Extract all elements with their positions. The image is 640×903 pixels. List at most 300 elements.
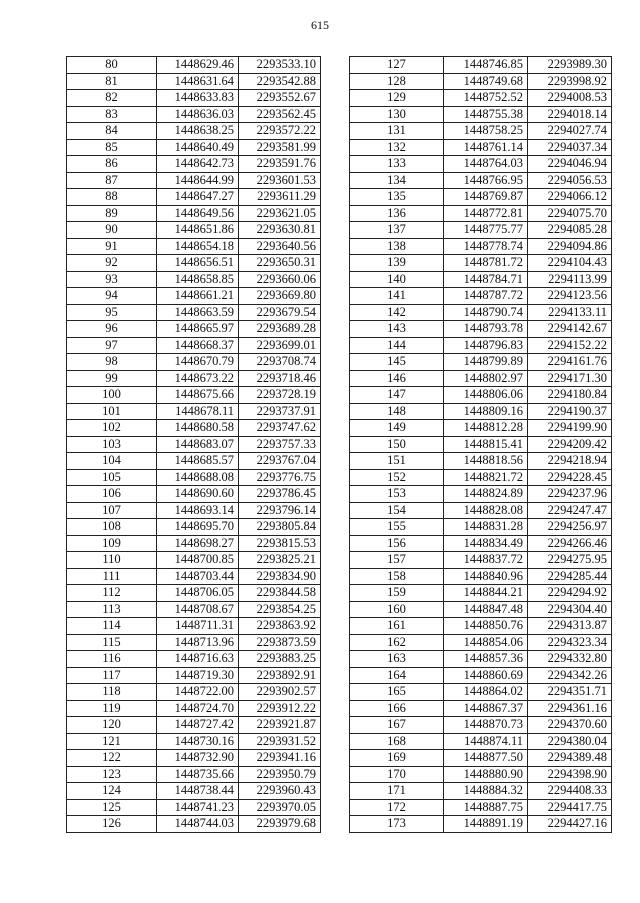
point-number-cell: 146 [350,370,444,387]
coordinate-y-cell: 2294018.14 [528,106,612,123]
table-row [350,271,612,288]
coordinate-x-cell: 1448673.22 [157,370,239,387]
coordinate-x-cell: 1448716.63 [157,651,239,668]
table-row [350,139,612,156]
point-number-cell: 129 [350,90,444,107]
point-number-cell: 147 [350,387,444,404]
coordinate-x-cell: 1448847.48 [444,601,528,618]
coordinate-x-cell: 1448766.95 [444,172,528,189]
point-number-cell: 120 [67,717,157,734]
coordinate-x-cell: 1448787.72 [444,288,528,305]
coordinate-x-cell: 1448831.28 [444,519,528,536]
point-number-cell: 108 [67,519,157,536]
coordinate-x-cell: 1448647.27 [157,189,239,206]
table-row [67,139,321,156]
point-number-cell: 136 [350,205,444,222]
point-number-cell: 101 [67,403,157,420]
coordinate-y-cell: 2294228.45 [528,469,612,486]
coordinate-y-cell: 2294008.53 [528,90,612,107]
coordinate-y-cell: 2293630.81 [239,222,321,239]
point-number-cell: 90 [67,222,157,239]
coordinate-y-cell: 2294094.86 [528,238,612,255]
table-row [67,222,321,239]
table-row [350,354,612,371]
coordinate-y-cell: 2294304.40 [528,601,612,618]
coordinate-x-cell: 1448744.03 [157,816,239,833]
coordinate-x-cell: 1448636.03 [157,106,239,123]
point-number-cell: 94 [67,288,157,305]
point-number-cell: 158 [350,568,444,585]
coordinate-x-cell: 1448818.56 [444,453,528,470]
table-row [350,700,612,717]
point-number-cell: 124 [67,783,157,800]
coordinate-x-cell: 1448738.44 [157,783,239,800]
table-row [350,733,612,750]
coordinate-x-cell: 1448665.97 [157,321,239,338]
coordinate-x-cell: 1448796.83 [444,337,528,354]
point-number-cell: 170 [350,766,444,783]
table-row [350,486,612,503]
page-number: 615 [311,18,329,32]
table-row [350,535,612,552]
coordinate-x-cell: 1448741.23 [157,799,239,816]
coordinate-y-cell: 2294361.16 [528,700,612,717]
table-row [67,205,321,222]
coordinate-y-cell: 2293902.57 [239,684,321,701]
table-row [67,816,321,833]
coordinate-y-cell: 2293737.91 [239,403,321,420]
coordinate-x-cell: 1448644.99 [157,172,239,189]
table-row [67,288,321,305]
coordinate-x-cell: 1448877.50 [444,750,528,767]
point-number-cell: 162 [350,634,444,651]
table-row [67,189,321,206]
coordinate-y-cell: 2293767.04 [239,453,321,470]
table-row [67,535,321,552]
coordinate-y-cell: 2293815.53 [239,535,321,552]
table-row [350,57,612,74]
table-row [67,634,321,651]
coordinate-x-cell: 1448837.72 [444,552,528,569]
point-number-cell: 126 [67,816,157,833]
coordinate-x-cell: 1448688.08 [157,469,239,486]
coordinate-y-cell: 2294085.28 [528,222,612,239]
table-row [67,354,321,371]
point-number-cell: 100 [67,387,157,404]
coordinate-y-cell: 2294323.34 [528,634,612,651]
coordinate-x-cell: 1448730.16 [157,733,239,750]
coordinate-y-cell: 2293591.76 [239,156,321,173]
coordinate-x-cell: 1448642.73 [157,156,239,173]
table-row [67,238,321,255]
table-row [350,238,612,255]
table-row [350,766,612,783]
coordinate-x-cell: 1448790.74 [444,304,528,321]
table-row [67,106,321,123]
point-number-cell: 116 [67,651,157,668]
coordinate-x-cell: 1448802.97 [444,370,528,387]
coordinate-y-cell: 2293979.68 [239,816,321,833]
point-number-cell: 91 [67,238,157,255]
coordinate-y-cell: 2294056.53 [528,172,612,189]
coordinate-x-cell: 1448809.16 [444,403,528,420]
point-number-cell: 117 [67,667,157,684]
point-number-cell: 133 [350,156,444,173]
coordinate-y-cell: 2293873.59 [239,634,321,651]
table-row [350,519,612,536]
coordinate-y-cell: 2293998.92 [528,73,612,90]
coordinates-table-left [66,56,321,833]
coordinate-y-cell: 2293611.29 [239,189,321,206]
table-row [350,502,612,519]
coordinate-x-cell: 1448854.06 [444,634,528,651]
table-row [350,667,612,684]
point-number-cell: 154 [350,502,444,519]
coordinate-y-cell: 2293776.75 [239,469,321,486]
coordinate-y-cell: 2293805.84 [239,519,321,536]
coordinate-y-cell: 2293747.62 [239,420,321,437]
point-number-cell: 160 [350,601,444,618]
coordinate-x-cell: 1448749.68 [444,73,528,90]
table-row [350,189,612,206]
point-number-cell: 173 [350,816,444,833]
coordinate-x-cell: 1448870.73 [444,717,528,734]
coordinate-y-cell: 2294123.56 [528,288,612,305]
coordinate-x-cell: 1448656.51 [157,255,239,272]
coordinate-y-cell: 2293941.16 [239,750,321,767]
table-row [67,57,321,74]
coordinate-y-cell: 2293552.67 [239,90,321,107]
point-number-cell: 161 [350,618,444,635]
point-number-cell: 88 [67,189,157,206]
point-number-cell: 142 [350,304,444,321]
point-number-cell: 156 [350,535,444,552]
table-row [67,156,321,173]
coordinate-y-cell: 2294237.96 [528,486,612,503]
point-number-cell: 125 [67,799,157,816]
table-row [350,172,612,189]
point-number-cell: 167 [350,717,444,734]
coordinate-x-cell: 1448867.37 [444,700,528,717]
coordinate-y-cell: 2294247.47 [528,502,612,519]
table-row [350,387,612,404]
point-number-cell: 151 [350,453,444,470]
coordinate-y-cell: 2293650.31 [239,255,321,272]
coordinate-y-cell: 2294294.92 [528,585,612,602]
coordinate-y-cell: 2293581.99 [239,139,321,156]
point-number-cell: 132 [350,139,444,156]
point-number-cell: 121 [67,733,157,750]
coordinate-x-cell: 1448874.11 [444,733,528,750]
coordinate-y-cell: 2293708.74 [239,354,321,371]
point-number-cell: 113 [67,601,157,618]
coordinate-y-cell: 2294370.60 [528,717,612,734]
table-row [350,403,612,420]
coordinate-x-cell: 1448812.28 [444,420,528,437]
coordinate-y-cell: 2294037.34 [528,139,612,156]
table-row [350,288,612,305]
point-number-cell: 111 [67,568,157,585]
point-number-cell: 165 [350,684,444,701]
coordinate-y-cell: 2294275.95 [528,552,612,569]
point-number-cell: 114 [67,618,157,635]
coordinate-y-cell: 2294190.37 [528,403,612,420]
point-number-cell: 80 [67,57,157,74]
table-row [350,123,612,140]
coordinate-y-cell: 2294209.42 [528,436,612,453]
table-row [350,90,612,107]
table-row [350,453,612,470]
point-number-cell: 102 [67,420,157,437]
table-row [67,684,321,701]
coordinate-x-cell: 1448764.03 [444,156,528,173]
point-number-cell: 99 [67,370,157,387]
coordinate-x-cell: 1448746.85 [444,57,528,74]
point-number-cell: 87 [67,172,157,189]
coordinate-x-cell: 1448799.89 [444,354,528,371]
coordinate-y-cell: 2293834.90 [239,568,321,585]
coordinate-y-cell: 2293796.14 [239,502,321,519]
table-row [350,304,612,321]
table-row [350,469,612,486]
point-number-cell: 82 [67,90,157,107]
coordinate-x-cell: 1448884.32 [444,783,528,800]
coordinate-x-cell: 1448680.58 [157,420,239,437]
table-row [350,568,612,585]
coordinate-x-cell: 1448778.74 [444,238,528,255]
coordinate-x-cell: 1448828.08 [444,502,528,519]
table-row [67,90,321,107]
coordinate-y-cell: 2293699.01 [239,337,321,354]
coordinate-x-cell: 1448769.87 [444,189,528,206]
table-row [350,222,612,239]
coordinate-y-cell: 2293892.91 [239,667,321,684]
coordinate-x-cell: 1448755.38 [444,106,528,123]
table-row [350,799,612,816]
table-row [67,370,321,387]
coordinate-y-cell: 2294180.84 [528,387,612,404]
table-row [67,585,321,602]
coordinate-y-cell: 2293572.22 [239,123,321,140]
table-row [67,700,321,717]
point-number-cell: 139 [350,255,444,272]
table-row [67,486,321,503]
coordinate-y-cell: 2294266.46 [528,535,612,552]
point-number-cell: 110 [67,552,157,569]
point-number-cell: 115 [67,634,157,651]
table-row [67,123,321,140]
point-number-cell: 123 [67,766,157,783]
coordinate-x-cell: 1448840.96 [444,568,528,585]
coordinate-x-cell: 1448631.64 [157,73,239,90]
coordinate-x-cell: 1448708.67 [157,601,239,618]
coordinate-x-cell: 1448806.06 [444,387,528,404]
table-row [67,651,321,668]
coordinates-table-right-body [350,57,612,833]
coordinate-x-cell: 1448629.46 [157,57,239,74]
table-row [350,601,612,618]
coordinate-x-cell: 1448857.36 [444,651,528,668]
coordinate-x-cell: 1448793.78 [444,321,528,338]
table-row [350,205,612,222]
point-number-cell: 107 [67,502,157,519]
coordinate-x-cell: 1448864.02 [444,684,528,701]
point-number-cell: 163 [350,651,444,668]
coordinate-y-cell: 2293921.87 [239,717,321,734]
table-row [67,403,321,420]
coordinate-x-cell: 1448678.11 [157,403,239,420]
point-number-cell: 166 [350,700,444,717]
coordinate-x-cell: 1448668.37 [157,337,239,354]
coordinate-x-cell: 1448638.25 [157,123,239,140]
point-number-cell: 131 [350,123,444,140]
coordinate-y-cell: 2293883.25 [239,651,321,668]
coordinate-x-cell: 1448784.71 [444,271,528,288]
coordinate-y-cell: 2293757.33 [239,436,321,453]
point-number-cell: 93 [67,271,157,288]
table-row [67,469,321,486]
point-number-cell: 172 [350,799,444,816]
point-number-cell: 104 [67,453,157,470]
coordinate-x-cell: 1448649.56 [157,205,239,222]
coordinate-y-cell: 2294218.94 [528,453,612,470]
coordinate-y-cell: 2293970.05 [239,799,321,816]
table-row [350,370,612,387]
coordinate-x-cell: 1448775.77 [444,222,528,239]
coordinate-y-cell: 2293960.43 [239,783,321,800]
table-row [67,783,321,800]
table-row [67,387,321,404]
point-number-cell: 92 [67,255,157,272]
point-number-cell: 106 [67,486,157,503]
coordinate-y-cell: 2294417.75 [528,799,612,816]
point-number-cell: 143 [350,321,444,338]
point-number-cell: 150 [350,436,444,453]
coordinate-x-cell: 1448651.86 [157,222,239,239]
point-number-cell: 155 [350,519,444,536]
coordinate-x-cell: 1448735.66 [157,766,239,783]
coordinate-y-cell: 2293679.54 [239,304,321,321]
coordinate-y-cell: 2294066.12 [528,189,612,206]
coordinate-y-cell: 2294046.94 [528,156,612,173]
coordinate-x-cell: 1448772.81 [444,205,528,222]
coordinate-x-cell: 1448703.44 [157,568,239,585]
coordinate-y-cell: 2293660.06 [239,271,321,288]
coordinate-x-cell: 1448685.57 [157,453,239,470]
coordinate-x-cell: 1448880.90 [444,766,528,783]
coordinate-x-cell: 1448844.21 [444,585,528,602]
table-row [67,172,321,189]
coordinate-y-cell: 2293989.30 [528,57,612,74]
coordinate-y-cell: 2293621.05 [239,205,321,222]
coordinate-x-cell: 1448727.42 [157,717,239,734]
point-number-cell: 84 [67,123,157,140]
table-row [350,106,612,123]
point-number-cell: 157 [350,552,444,569]
coordinate-y-cell: 2293718.46 [239,370,321,387]
coordinate-x-cell: 1448683.07 [157,436,239,453]
table-row [67,750,321,767]
coordinate-x-cell: 1448654.18 [157,238,239,255]
table-row [350,717,612,734]
table-row [350,255,612,272]
coordinate-y-cell: 2294342.26 [528,667,612,684]
table-row [67,568,321,585]
coordinate-x-cell: 1448815.41 [444,436,528,453]
coordinate-y-cell: 2294256.97 [528,519,612,536]
point-number-cell: 168 [350,733,444,750]
point-number-cell: 118 [67,684,157,701]
coordinate-y-cell: 2294161.76 [528,354,612,371]
point-number-cell: 141 [350,288,444,305]
coordinate-x-cell: 1448675.66 [157,387,239,404]
table-row [67,799,321,816]
coordinate-y-cell: 2294075.70 [528,205,612,222]
point-number-cell: 122 [67,750,157,767]
coordinate-y-cell: 2294142.67 [528,321,612,338]
coordinate-x-cell: 1448758.25 [444,123,528,140]
coordinate-y-cell: 2294152.22 [528,337,612,354]
point-number-cell: 140 [350,271,444,288]
table-row [350,651,612,668]
coordinate-y-cell: 2293950.79 [239,766,321,783]
point-number-cell: 164 [350,667,444,684]
coordinate-y-cell: 2293786.45 [239,486,321,503]
coordinate-x-cell: 1448761.14 [444,139,528,156]
coordinate-x-cell: 1448711.31 [157,618,239,635]
table-row [350,618,612,635]
coordinate-x-cell: 1448670.79 [157,354,239,371]
coordinate-y-cell: 2293844.58 [239,585,321,602]
coordinate-y-cell: 2293854.25 [239,601,321,618]
point-number-cell: 96 [67,321,157,338]
coordinate-y-cell: 2294427.16 [528,816,612,833]
point-number-cell: 144 [350,337,444,354]
table-row [350,816,612,833]
coordinate-x-cell: 1448860.69 [444,667,528,684]
coordinate-x-cell: 1448752.52 [444,90,528,107]
point-number-cell: 89 [67,205,157,222]
coordinate-x-cell: 1448850.76 [444,618,528,635]
coordinate-x-cell: 1448834.49 [444,535,528,552]
coordinate-y-cell: 2293542.88 [239,73,321,90]
table-row [67,337,321,354]
point-number-cell: 112 [67,585,157,602]
coordinate-x-cell: 1448821.72 [444,469,528,486]
coordinate-x-cell: 1448724.70 [157,700,239,717]
point-number-cell: 127 [350,57,444,74]
point-number-cell: 148 [350,403,444,420]
coordinate-x-cell: 1448891.19 [444,816,528,833]
point-number-cell: 153 [350,486,444,503]
table-row [350,73,612,90]
table-row [350,321,612,338]
coordinates-table-right [349,56,612,833]
point-number-cell: 97 [67,337,157,354]
point-number-cell: 103 [67,436,157,453]
point-number-cell: 83 [67,106,157,123]
table-row [67,321,321,338]
coordinate-y-cell: 2294133.11 [528,304,612,321]
table-row [350,750,612,767]
point-number-cell: 105 [67,469,157,486]
coordinate-y-cell: 2294199.90 [528,420,612,437]
coordinate-x-cell: 1448722.00 [157,684,239,701]
coordinate-y-cell: 2293931.52 [239,733,321,750]
coordinate-y-cell: 2293669.80 [239,288,321,305]
table-row [67,733,321,750]
table-row [67,453,321,470]
